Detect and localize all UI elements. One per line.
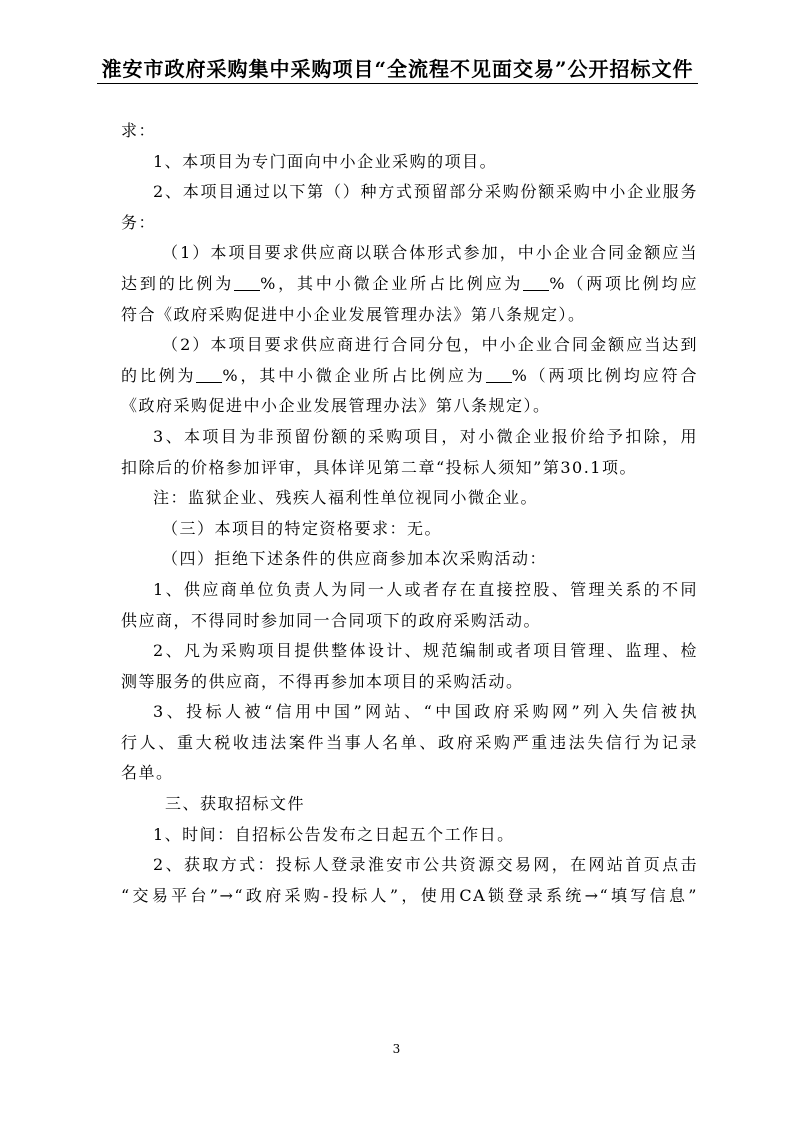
paragraph-line: [121, 728, 698, 759]
paragraph-line: 名单。: [121, 763, 174, 783]
paragraph-line: [121, 177, 698, 208]
line-text: %，其中小微企业所占比例应为: [222, 365, 486, 385]
header-divider: [97, 83, 698, 84]
line-text: 1、供应商单位负责人为同一人或者存在直接控股、管理关系的不同: [153, 579, 698, 599]
page-number: 3: [392, 1042, 401, 1056]
paragraph-line: 求：: [121, 121, 157, 140]
paragraph-line: 务：: [121, 212, 157, 232]
fill-in-blank: [486, 368, 512, 383]
paragraph-line: [121, 269, 698, 300]
line-text: 2、凡为采购项目提供整体设计、规范编制或者项目管理、监理、检: [153, 641, 698, 661]
fill-in-blank: [523, 276, 549, 291]
line-text: （1）本项目要求供应商以联合体形式参加，中小企业合同金额应当: [162, 243, 698, 263]
line-text: 2、本项目通过以下第（）种方式预留部分采购份额采购中小企业服务: [153, 182, 698, 202]
line-text: 3、投标人被“信用中国”网站、“中国政府采购网”列入失信被执: [153, 702, 698, 722]
line-text: （2）本项目要求供应商进行合同分包，中小企业合同金额应当达到: [162, 335, 698, 355]
paragraph-line: 供应商，不得同时参加同一合同项下的政府采购活动。: [121, 610, 542, 630]
paragraph-line: [121, 850, 698, 881]
paragraph-line: [121, 697, 698, 728]
line-text: 行人、重大税收违法案件当事人名单、政府采购严重违法失信行为记录: [121, 732, 698, 752]
paragraph-line: 1、本项目为专门面向中小企业采购的项目。: [153, 151, 498, 171]
paragraph-line: [121, 636, 698, 667]
section-heading: 三、获取招标文件: [165, 794, 306, 814]
paragraph-line: 扣除后的价格参加评审，具体详见第二章“投标人须知”第30.1项。: [121, 457, 637, 477]
document-body: [121, 116, 698, 911]
line-text: %（两项比例均应符合: [511, 365, 698, 385]
paragraph-line: [121, 422, 698, 453]
paragraph-line: [121, 881, 698, 912]
line-text: “交易平台”→“政府采购-投标人”，使用CA锁登录系统→“填写信息”: [121, 885, 698, 905]
paragraph-line: [121, 238, 698, 269]
fill-in-blank: [234, 276, 260, 291]
paragraph-line: 注：监狱企业、残疾人福利性单位视同小微企业。: [153, 488, 539, 508]
paragraph-line: [121, 330, 698, 361]
paragraph-line: 《政府采购促进中小企业发展管理办法》第八条规定）。: [121, 396, 551, 416]
line-text: %（两项比例均应: [549, 273, 698, 293]
paragraph-line: （四）拒绝下述条件的供应商参加本次采购活动：: [162, 549, 548, 569]
paragraph-line: [121, 361, 698, 392]
line-text: 3、本项目为非预留份额的采购项目，对小微企业报价给予扣除，用: [153, 426, 698, 446]
fill-in-blank: [196, 368, 222, 383]
line-text: 的比例为: [121, 365, 197, 385]
paragraph-line: 测等服务的供应商，不得再参加本项目的采购活动。: [121, 671, 524, 691]
paragraph-line: 符合《政府采购促进中小企业发展管理办法》第八条规定）。: [121, 304, 586, 324]
paragraph-line: （三）本项目的特定资格要求：无。: [162, 518, 443, 538]
line-text: 2、获取方式：投标人登录淮安市公共资源交易网，在网站首页点击: [153, 855, 698, 875]
document-header-title: 淮安市政府采购集中采购项目“全流程不见面交易”公开招标文件: [101, 57, 694, 81]
line-text: 达到的比例为: [121, 273, 235, 293]
paragraph-line: [121, 575, 698, 606]
paragraph-line: 1、时间：自招标公告发布之日起五个工作日。: [153, 824, 515, 844]
line-text: %，其中小微企业所占比例应为: [260, 273, 524, 293]
